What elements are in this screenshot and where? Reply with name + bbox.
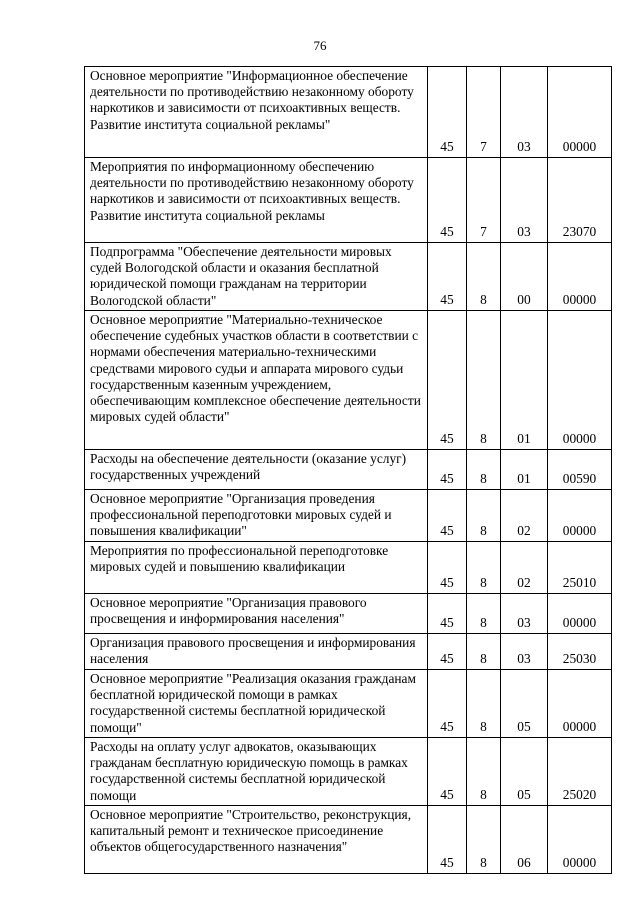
row-code-3-cell: 01 bbox=[501, 450, 548, 490]
row-code-3-cell: 03 bbox=[501, 158, 548, 243]
row-name-cell: Организация правового просвещения и информирования населения bbox=[85, 634, 428, 670]
row-code-1-cell: 45 bbox=[428, 243, 467, 311]
row-name-cell: Основное мероприятие "Информационное обеспечение деятельности по противодействию незаконному обороту наркотиков и зависимости от психоактивных веществ. Развитие института социальной рекламы" bbox=[85, 67, 428, 158]
table-row bbox=[85, 634, 612, 670]
row-code-4-cell: 25010 bbox=[548, 542, 612, 594]
table-row bbox=[85, 542, 612, 594]
row-code-2-cell: 7 bbox=[467, 158, 501, 243]
row-code-1-cell: 45 bbox=[428, 634, 467, 670]
row-code-4-cell: 00590 bbox=[548, 450, 612, 490]
table-body bbox=[85, 67, 612, 874]
table-row bbox=[85, 158, 612, 243]
row-code-3-cell: 06 bbox=[501, 806, 548, 874]
table-row bbox=[85, 594, 612, 634]
table-row bbox=[85, 670, 612, 738]
row-code-3-cell: 05 bbox=[501, 670, 548, 738]
budget-table bbox=[84, 66, 612, 874]
row-name-cell: Основное мероприятие "Материально-техническое обеспечение судебных участков области в соответствии с нормами обеспечения материально-техническими средствами мирового судьи и аппарата мирового судьи государственным казенным учреждением, обеспечивающим комплексное обеспечение деятельности мировых судей области" bbox=[85, 311, 428, 450]
row-code-1-cell: 45 bbox=[428, 490, 467, 542]
row-name-cell: Основное мероприятие "Организация правового просвещения и информирования населения" bbox=[85, 594, 428, 634]
row-code-2-cell: 8 bbox=[467, 243, 501, 311]
table-row bbox=[85, 490, 612, 542]
row-code-3-cell: 02 bbox=[501, 490, 548, 542]
row-name-cell: Мероприятия по профессиональной переподготовке мировых судей и повышению квалификации bbox=[85, 542, 428, 594]
row-code-4-cell: 00000 bbox=[548, 67, 612, 158]
table-row bbox=[85, 806, 612, 874]
page-number: 76 bbox=[313, 38, 327, 53]
row-code-3-cell: 05 bbox=[501, 738, 548, 806]
row-code-3-cell: 03 bbox=[501, 594, 548, 634]
row-code-4-cell: 00000 bbox=[548, 490, 612, 542]
row-code-3-cell: 00 bbox=[501, 243, 548, 311]
row-code-4-cell: 23070 bbox=[548, 158, 612, 243]
row-code-1-cell: 45 bbox=[428, 542, 467, 594]
row-code-1-cell: 45 bbox=[428, 158, 467, 243]
row-code-2-cell: 8 bbox=[467, 634, 501, 670]
row-code-2-cell: 8 bbox=[467, 490, 501, 542]
row-code-3-cell: 03 bbox=[501, 67, 548, 158]
row-code-2-cell: 8 bbox=[467, 738, 501, 806]
row-code-3-cell: 03 bbox=[501, 634, 548, 670]
row-code-4-cell: 25020 bbox=[548, 738, 612, 806]
table-row bbox=[85, 738, 612, 806]
table-row bbox=[85, 67, 612, 158]
table-row bbox=[85, 311, 612, 450]
row-code-2-cell: 7 bbox=[467, 67, 501, 158]
row-code-4-cell: 00000 bbox=[548, 594, 612, 634]
row-code-2-cell: 8 bbox=[467, 542, 501, 594]
row-code-3-cell: 02 bbox=[501, 542, 548, 594]
row-code-1-cell: 45 bbox=[428, 311, 467, 450]
row-name-cell: Основное мероприятие "Реализация оказания гражданам бесплатной юридической помощи в рамках государственной системы бесплатной юридической помощи" bbox=[85, 670, 428, 738]
row-code-1-cell: 45 bbox=[428, 738, 467, 806]
row-code-4-cell: 00000 bbox=[548, 806, 612, 874]
row-code-1-cell: 45 bbox=[428, 450, 467, 490]
row-name-cell: Расходы на обеспечение деятельности (оказание услуг) государственных учреждений bbox=[85, 450, 428, 490]
row-code-2-cell: 8 bbox=[467, 670, 501, 738]
table-row bbox=[85, 450, 612, 490]
row-code-1-cell: 45 bbox=[428, 806, 467, 874]
row-name-cell: Основное мероприятие "Организация проведения профессиональной переподготовки мировых судей и повышения квалификации" bbox=[85, 490, 428, 542]
row-code-2-cell: 8 bbox=[467, 311, 501, 450]
row-code-4-cell: 00000 bbox=[548, 670, 612, 738]
row-code-2-cell: 8 bbox=[467, 594, 501, 634]
row-code-3-cell: 01 bbox=[501, 311, 548, 450]
row-code-1-cell: 45 bbox=[428, 67, 467, 158]
row-code-1-cell: 45 bbox=[428, 670, 467, 738]
row-code-4-cell: 00000 bbox=[548, 311, 612, 450]
row-name-cell: Мероприятия по информационному обеспечению деятельности по противодействию незаконному обороту наркотиков и зависимости от психоактивных веществ. Развитие института социальной рекламы bbox=[85, 158, 428, 243]
row-code-2-cell: 8 bbox=[467, 450, 501, 490]
row-name-cell: Расходы на оплату услуг адвокатов, оказывающих гражданам бесплатную юридическую помощь в рамках государственной системы бесплатной юридической помощи bbox=[85, 738, 428, 806]
row-code-4-cell: 25030 bbox=[548, 634, 612, 670]
row-code-4-cell: 00000 bbox=[548, 243, 612, 311]
table-row bbox=[85, 243, 612, 311]
row-code-1-cell: 45 bbox=[428, 594, 467, 634]
row-code-2-cell: 8 bbox=[467, 806, 501, 874]
row-name-cell: Основное мероприятие "Строительство, реконструкция, капитальный ремонт и техническое присоединение объектов общегосударственного назначения" bbox=[85, 806, 428, 874]
row-name-cell: Подпрограмма "Обеспечение деятельности мировых судей Вологодской области и оказания бесплатной юридической помощи гражданам на территории Вологодской области" bbox=[85, 243, 428, 311]
